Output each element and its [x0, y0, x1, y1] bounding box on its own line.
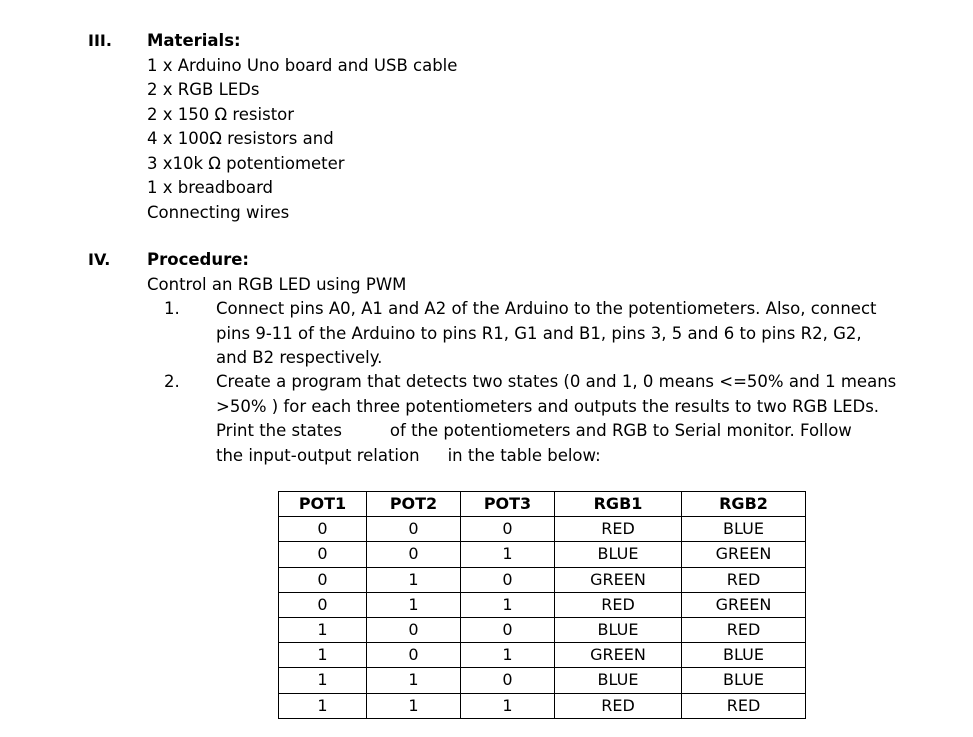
step-line-part: of the potentiometers and RGB to Serial monitor. Follow: [389, 421, 852, 440]
materials-heading: Materials:: [147, 31, 241, 50]
column-header: POT2: [367, 492, 461, 517]
table-cell: RED: [555, 592, 682, 617]
table-cell: BLUE: [555, 542, 682, 567]
step-line-part: in the table below:: [447, 445, 601, 465]
step-line-part: Print the states: [216, 421, 342, 440]
procedure-section-number: IV.: [88, 250, 111, 269]
table-cell: 1: [461, 643, 555, 668]
materials-item: 1 x Arduino Uno board and USB cable: [147, 55, 458, 75]
table-cell: 0: [461, 517, 555, 542]
table-cell: 1: [367, 693, 461, 718]
step-line: [216, 444, 876, 469]
column-header: RGB1: [555, 492, 682, 517]
step-line: >50% ) for each three potentiometers and outputs the results to two RGB LEDs.: [216, 396, 880, 416]
table-cell: BLUE: [555, 617, 682, 642]
materials-item: 4 x 100Ω resistors and: [147, 129, 334, 148]
step-line: Create a program that detects two states (0 and 1, 0 means <=50% and 1 means: [216, 372, 897, 391]
table-row: [279, 693, 806, 718]
table-body: [279, 517, 806, 719]
step-line: [216, 419, 876, 444]
table-cell: GREEN: [682, 542, 806, 567]
table-cell: 0: [279, 517, 367, 542]
procedure-heading: Procedure:: [147, 250, 250, 269]
step-number: 1.: [164, 299, 180, 318]
table-cell: 1: [461, 693, 555, 718]
step-text: [216, 297, 876, 371]
table-cell: RED: [682, 567, 806, 592]
column-header: RGB2: [682, 492, 806, 517]
materials-item: 2 x 150 Ω resistor: [147, 104, 295, 124]
table-header-row: [279, 492, 806, 517]
procedure-subtitle: Control an RGB LED using PWM: [147, 274, 407, 294]
table-cell: RED: [555, 517, 682, 542]
table-cell: 1: [279, 617, 367, 642]
materials-section-number: III.: [88, 31, 112, 50]
table-row: [279, 517, 806, 542]
table-cell: GREEN: [555, 567, 682, 592]
table-cell: BLUE: [555, 668, 682, 693]
step-line: Connect pins A0, A1 and A2 of the Arduino to the potentiometers. Also, connect: [216, 299, 877, 318]
step-number: 2.: [164, 372, 180, 391]
table-cell: 0: [367, 542, 461, 567]
table-row: [279, 617, 806, 642]
table-cell: 1: [367, 592, 461, 617]
table-cell: 0: [367, 517, 461, 542]
table-cell: BLUE: [682, 668, 806, 693]
table-cell: 0: [461, 617, 555, 642]
table-row: [279, 542, 806, 567]
table-cell: 0: [279, 542, 367, 567]
materials-section: [147, 29, 457, 225]
step-line-part: the input-output relation: [216, 445, 420, 465]
step-text: [216, 370, 897, 468]
materials-item: 3 x10k Ω potentiometer: [147, 153, 345, 173]
table-cell: 1: [367, 668, 461, 693]
materials-item: 1 x breadboard: [147, 178, 274, 197]
table-cell: RED: [682, 693, 806, 718]
table-cell: RED: [682, 617, 806, 642]
step-line: pins 9-11 of the Arduino to pins R1, G1 and B1, pins 3, 5 and 6 to pins R2, G2,: [216, 323, 862, 343]
table-row: [279, 668, 806, 693]
table-cell: RED: [555, 693, 682, 718]
table-cell: 0: [367, 617, 461, 642]
column-header: POT3: [461, 492, 555, 517]
table-cell: 1: [279, 668, 367, 693]
table-row: [279, 567, 806, 592]
table-cell: 1: [461, 592, 555, 617]
table-cell: GREEN: [682, 592, 806, 617]
materials-item: Connecting wires: [147, 202, 290, 222]
table-cell: 1: [461, 542, 555, 567]
table-cell: BLUE: [682, 643, 806, 668]
table-row: [279, 592, 806, 617]
table-row: [279, 643, 806, 668]
table-cell: BLUE: [682, 517, 806, 542]
table-cell: 0: [367, 643, 461, 668]
input-output-table: [278, 491, 806, 719]
step-line: and B2 respectively.: [216, 348, 383, 367]
table-cell: 0: [461, 567, 555, 592]
table-cell: 0: [279, 592, 367, 617]
table-cell: 0: [279, 567, 367, 592]
table-cell: 1: [367, 567, 461, 592]
table-cell: GREEN: [555, 643, 682, 668]
materials-item: 2 x RGB LEDs: [147, 80, 260, 99]
procedure-section: [147, 248, 406, 297]
table-cell: 1: [279, 643, 367, 668]
table-cell: 1: [279, 693, 367, 718]
column-header: POT1: [279, 492, 367, 517]
table-cell: 0: [461, 668, 555, 693]
